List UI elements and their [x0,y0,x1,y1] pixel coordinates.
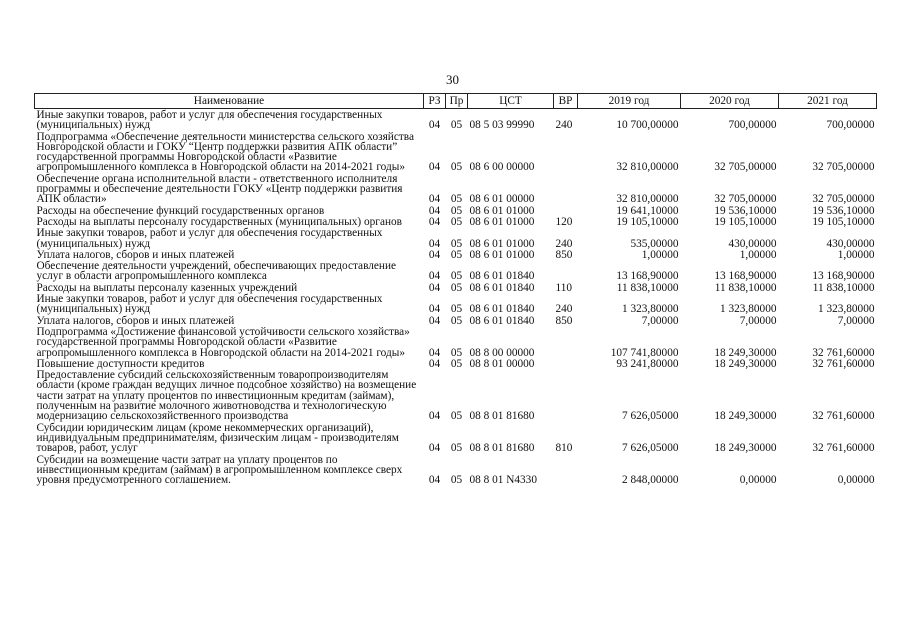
row-rz: 04 [428,410,441,423]
row-vr: 240 [555,303,573,316]
row-value-2020: 700,00000 [728,119,777,132]
header-cst: ЦСТ [468,94,554,109]
table-row [35,370,877,422]
row-value-2020: 18 249,30000 [714,410,777,423]
row-value-2020: 0,00000 [739,474,777,487]
row-rz: 04 [428,474,441,487]
row-pr: 05 [450,442,463,455]
row-value-2019: 7 626,05000 [622,442,679,455]
row-cst: 08 6 00 00000 [469,161,535,174]
table-header-row [35,94,877,109]
row-value-2020: 13 168,90000 [714,270,777,283]
row-value-2020: 32 705,00000 [714,193,777,206]
row-name: Расходы на обеспечение функций государственных органов [36,204,325,217]
row-name: Расходы на выплаты персоналу казенных учреждений [36,281,298,294]
row-value-2020: 18 249,30000 [714,357,777,370]
row-value-2019: 19 105,10000 [616,215,679,228]
row-rz: 04 [428,314,441,327]
table-row [35,327,877,359]
row-value-2021: 1 323,80000 [818,303,875,316]
row-value-2019: 7,00000 [641,314,679,327]
row-vr: 240 [555,237,573,250]
row-name: Уплата налогов, сборов и иных платежей [36,248,235,261]
row-rz: 04 [428,281,441,294]
row-value-2020: 1 323,80000 [720,303,777,316]
header-name: Наименование [35,94,424,109]
row-vr [554,174,578,206]
row-cst: 08 8 01 00000 [469,357,535,370]
header-pr: Пр [446,94,468,109]
row-value-2019: 11 838,10000 [616,281,679,294]
row-value-2021: 32 761,60000 [812,442,875,455]
header-vr: ВР [554,94,578,109]
row-rz: 04 [428,193,441,206]
row-value-2021: 7,00000 [837,314,875,327]
table-row [35,132,877,174]
row-pr: 05 [450,215,463,228]
header-2019: 2019 год [578,94,681,109]
row-vr [554,359,578,370]
row-pr: 05 [450,237,463,250]
row-value-2020: 7,00000 [739,314,777,327]
row-value-2021: 11 838,10000 [812,281,875,294]
row-value-2021: 32 761,60000 [812,410,875,423]
row-value-2019: 13 168,90000 [616,270,679,283]
row-rz: 04 [428,303,441,316]
row-value-2020: 32 705,00000 [714,161,777,174]
row-pr: 05 [450,474,463,487]
row-name: Иные закупки товаров, работ и услуг для обеспечения государственных (муниципальных) нужд [36,227,383,250]
row-value-2020: 1,00000 [739,248,777,261]
row-cst: 08 6 01 01000 [469,237,535,250]
row-vr [554,370,578,422]
row-pr: 05 [450,357,463,370]
header-rz: РЗ [424,94,446,109]
row-vr: 850 [555,248,573,261]
row-value-2019: 535,00000 [630,237,679,250]
table-row [35,174,877,206]
row-pr: 05 [450,314,463,327]
table-row [35,261,877,283]
budget-table [34,93,877,486]
table-row [35,423,877,455]
row-name: Предоставление субсидий сельскохозяйственным товаропроизводителям области (кроме граждан ведущих личное подсобное хозяйство) на возмещение части затрат на уплату процентов по инвестиционным кредитам (займам), полученным на развитие молочного животноводства и технологическую модернизацию сельскохозяйственного производства [36,369,417,423]
row-cst: 08 6 01 01000 [469,248,535,261]
row-value-2021: 1,00000 [837,248,875,261]
row-vr: 110 [555,281,573,294]
row-value-2021: 430,00000 [826,237,875,250]
row-value-2019: 2 848,00000 [622,474,679,487]
row-value-2021: 32 761,60000 [812,357,875,370]
row-value-2019: 10 700,00000 [616,119,679,132]
row-name: Повышение доступности кредитов [36,357,205,370]
row-pr: 05 [450,161,463,174]
row-value-2021: 32 705,00000 [812,161,875,174]
row-value-2020: 430,00000 [728,237,777,250]
row-name: Уплата налогов, сборов и иных платежей [36,314,235,327]
row-value-2021: 13 168,90000 [812,270,875,283]
table-row [35,228,877,250]
row-pr: 05 [450,193,463,206]
row-name: Подпрограмма «Достижение финансовой устойчивости сельского хозяйства» государственной программы Новгородской области «Развитие агропромышленного комплекса в Новгородской области на 2014-2021 годы» [36,325,410,359]
row-vr [554,132,578,174]
row-value-2020: 19 105,10000 [714,215,777,228]
row-pr: 05 [450,346,463,359]
table-row [35,294,877,316]
row-rz: 04 [428,119,441,132]
row-rz: 04 [428,204,441,217]
row-pr: 05 [450,270,463,283]
row-vr [554,261,578,283]
row-rz: 04 [428,161,441,174]
row-value-2019: 107 741,80000 [610,346,679,359]
row-cst: 08 8 00 00000 [469,346,535,359]
row-pr: 05 [450,303,463,316]
row-vr: 240 [555,119,573,132]
row-value-2021: 0,00000 [837,474,875,487]
row-value-2020: 18 249,30000 [714,346,777,359]
row-name: Субсидии на возмещение части затрат на уплату процентов по инвестиционным кредитам (займам) в агропромышленном комплексе сверх уровня предусмотренного соглашением. [36,453,403,487]
row-pr: 05 [450,204,463,217]
row-name: Обеспечение органа исполнительной власти - ответственного исполнителя программы и обеспечение деятельности ГОКУ «Центр поддержки развития АПК области» [36,172,403,206]
row-vr: 120 [555,215,573,228]
row-name: Расходы на выплаты персоналу государственных (муниципальных) органов [36,215,402,228]
row-cst: 08 5 03 99990 [469,119,535,132]
row-rz: 04 [428,357,441,370]
row-pr: 05 [450,248,463,261]
row-name: Иные закупки товаров, работ и услуг для обеспечения государственных (муниципальных) нужд [36,109,383,132]
table-row [35,109,877,132]
row-value-2021: 32 705,00000 [812,193,875,206]
row-value-2020: 11 838,10000 [714,281,777,294]
row-cst: 08 6 01 01840 [469,303,535,316]
row-cst: 08 8 01 81680 [469,442,535,455]
row-pr: 05 [450,119,463,132]
row-vr [554,327,578,359]
row-cst: 08 8 01 81680 [469,410,535,423]
row-vr [554,455,578,487]
row-value-2021: 32 761,60000 [812,346,875,359]
row-rz: 04 [428,442,441,455]
row-value-2019: 1 323,80000 [622,303,679,316]
row-name: Иные закупки товаров, работ и услуг для обеспечения государственных (муниципальных) нужд [36,293,383,316]
row-value-2020: 19 536,10000 [714,204,777,217]
row-cst: 08 6 01 01840 [469,281,535,294]
row-value-2019: 32 810,00000 [616,161,679,174]
row-pr: 05 [450,281,463,294]
row-cst: 08 6 01 01840 [469,314,535,327]
row-vr: 850 [555,314,573,327]
row-vr: 810 [555,442,573,455]
row-name: Подпрограмма «Обеспечение деятельности министерства сельского хозяйства Новгородской области и ГОКУ “Центр поддержки развития АПК области” государственной программы Новгородской области «Развитие агропромышленного комплекса в Новгородской области на 2014-2021 годы» [36,130,414,174]
row-value-2019: 7 626,05000 [622,410,679,423]
page-number: 30 [446,72,459,87]
row-cst: 08 6 01 00000 [469,193,535,206]
row-rz: 04 [428,346,441,359]
header-2021: 2021 год [779,94,877,109]
row-cst: 08 6 01 01000 [469,215,535,228]
row-rz: 04 [428,237,441,250]
row-value-2021: 700,00000 [826,119,875,132]
row-cst: 08 6 01 01000 [469,204,535,217]
row-rz: 04 [428,270,441,283]
row-value-2019: 93 241,80000 [616,357,679,370]
row-pr: 05 [450,410,463,423]
table-body [35,109,877,487]
row-name: Обеспечение деятельности учреждений, обеспечивающих предоставление услуг в области агропромышленного комплекса [36,260,397,283]
row-value-2019: 19 641,10000 [616,204,679,217]
row-rz: 04 [428,248,441,261]
header-2020: 2020 год [681,94,779,109]
row-cst: 08 6 01 01840 [469,270,535,283]
row-rz: 04 [428,215,441,228]
row-value-2021: 19 536,10000 [812,204,875,217]
row-value-2019: 1,00000 [641,248,679,261]
row-cst: 08 8 01 N4330 [469,474,537,487]
row-value-2021: 19 105,10000 [812,215,875,228]
row-value-2019: 32 810,00000 [616,193,679,206]
row-name: Субсидии юридическим лицам (кроме некоммерческих организаций), индивидуальным предпринимателям, физическим лицам - производителям товаров, работ, услуг [36,421,399,455]
table-row [35,455,877,487]
row-value-2020: 18 249,30000 [714,442,777,455]
